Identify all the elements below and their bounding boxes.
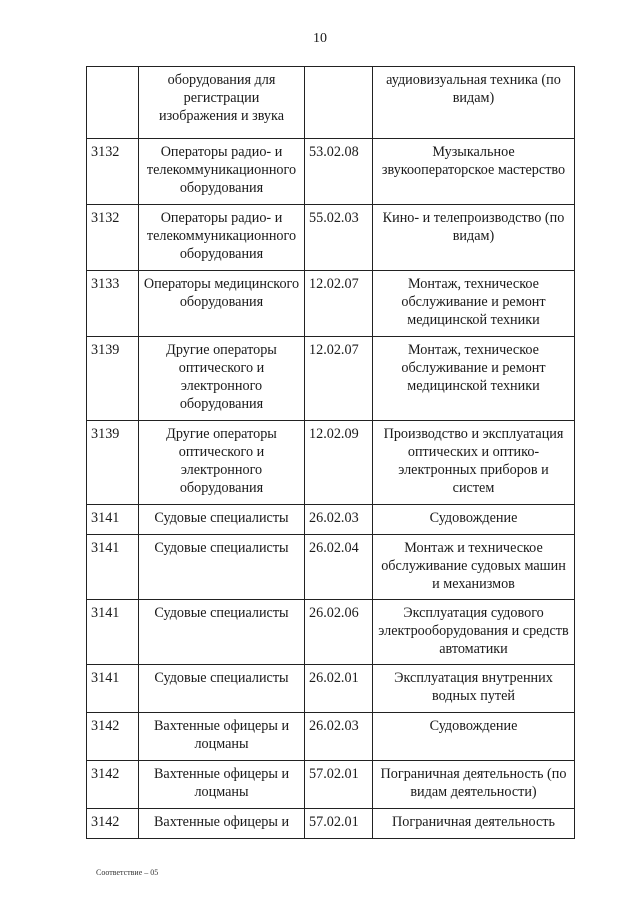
occupation-name: оборудования для регистрации изображения и звука	[139, 67, 305, 139]
specialty-code: 26.02.03	[305, 505, 373, 535]
table-row	[87, 761, 575, 809]
specialty-name: Производство и эксплуатация оптических и оптико-электронных приборов и систем	[373, 421, 575, 505]
occupation-code: 3142	[87, 809, 139, 839]
table-row	[87, 713, 575, 761]
specialty-code: 57.02.01	[305, 809, 373, 839]
table-row	[87, 421, 575, 505]
table-row	[87, 271, 575, 337]
occupation-name: Судовые специалисты	[139, 600, 305, 665]
specialty-name: Кино- и телепроизводство (по видам)	[373, 205, 575, 271]
table-row	[87, 337, 575, 421]
specialty-code: 26.02.06	[305, 600, 373, 665]
specialty-code: 55.02.03	[305, 205, 373, 271]
specialty-code: 26.02.04	[305, 535, 373, 600]
page-number: 10	[313, 31, 327, 46]
specialty-code: 26.02.03	[305, 713, 373, 761]
specialty-name: Монтаж, техническое обслуживание и ремонт медицинской техники	[373, 271, 575, 337]
occupation-code: 3139	[87, 337, 139, 421]
occupation-name: Операторы радио- и телекоммуникационного оборудования	[139, 139, 305, 205]
table-row	[87, 600, 575, 665]
occupation-name: Судовые специалисты	[139, 665, 305, 713]
occupation-name: Другие операторы оптического и электронного оборудования	[139, 421, 305, 505]
table-row	[87, 67, 575, 139]
occupation-name: Другие операторы оптического и электронного оборудования	[139, 337, 305, 421]
table-row	[87, 139, 575, 205]
specialty-code: 57.02.01	[305, 761, 373, 809]
specialty-code: 26.02.01	[305, 665, 373, 713]
table-body	[87, 67, 575, 839]
occupation-code: 3142	[87, 713, 139, 761]
table-row	[87, 505, 575, 535]
occupation-name: Вахтенные офицеры и	[139, 809, 305, 839]
occupation-code	[87, 67, 139, 139]
specialty-code: 12.02.07	[305, 271, 373, 337]
occupation-code: 3142	[87, 761, 139, 809]
table-row	[87, 535, 575, 600]
footer-note: Соответствие – 05	[96, 868, 159, 877]
occupation-code: 3132	[87, 205, 139, 271]
occupation-name: Вахтенные офицеры и лоцманы	[139, 761, 305, 809]
specialty-name: Монтаж, техническое обслуживание и ремонт медицинской техники	[373, 337, 575, 421]
occupation-code: 3132	[87, 139, 139, 205]
occupation-code: 3133	[87, 271, 139, 337]
specialty-name: Судовождение	[373, 505, 575, 535]
specialty-name: Монтаж и техническое обслуживание судовых машин и механизмов	[373, 535, 575, 600]
specialty-code: 12.02.07	[305, 337, 373, 421]
specialty-name: Пограничная деятельность (по видам деятельности)	[373, 761, 575, 809]
occupations-table	[86, 66, 575, 839]
specialty-name: Музыкальное звукооператорское мастерство	[373, 139, 575, 205]
specialty-name: Эксплуатация судового электрооборудования и средств автоматики	[373, 600, 575, 665]
specialty-code: 53.02.08	[305, 139, 373, 205]
occupation-code: 3141	[87, 665, 139, 713]
specialty-name: Пограничная деятельность	[373, 809, 575, 839]
table-row	[87, 809, 575, 839]
specialty-code: 12.02.09	[305, 421, 373, 505]
occupation-name: Операторы медицинского оборудования	[139, 271, 305, 337]
table-row	[87, 665, 575, 713]
occupation-code: 3139	[87, 421, 139, 505]
specialty-name: аудиовизуальная техника (по видам)	[373, 67, 575, 139]
specialty-name: Эксплуатация внутренних водных путей	[373, 665, 575, 713]
occupation-name: Судовые специалисты	[139, 535, 305, 600]
occupation-name: Вахтенные офицеры и лоцманы	[139, 713, 305, 761]
occupation-name: Операторы радио- и телекоммуникационного оборудования	[139, 205, 305, 271]
occupation-code: 3141	[87, 505, 139, 535]
specialty-code	[305, 67, 373, 139]
specialty-name: Судовождение	[373, 713, 575, 761]
occupation-name: Судовые специалисты	[139, 505, 305, 535]
occupation-code: 3141	[87, 535, 139, 600]
occupation-code: 3141	[87, 600, 139, 665]
table-row	[87, 205, 575, 271]
